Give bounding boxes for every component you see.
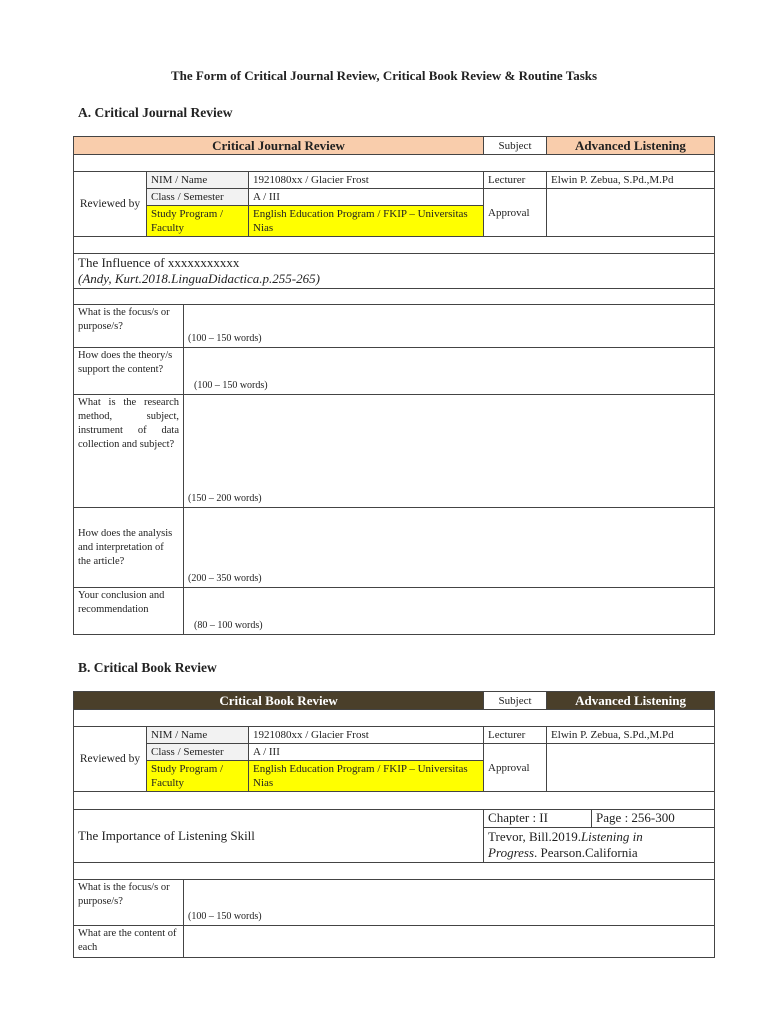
spacer-row bbox=[74, 289, 715, 305]
word-count bbox=[184, 926, 715, 958]
spacer-row bbox=[74, 863, 715, 880]
citation-title-part1: Listening in bbox=[580, 829, 643, 844]
journal-table-title: Critical Journal Review bbox=[74, 137, 484, 155]
lecturer-value: Elwin P. Zebua, S.Pd.,M.Pd bbox=[547, 172, 715, 189]
class-label: Class / Semester bbox=[147, 189, 249, 206]
class-value: A / III bbox=[249, 189, 484, 206]
program-value: English Education Program / FKIP – Universitas Nias bbox=[249, 206, 484, 237]
subject-value: Advanced Listening bbox=[547, 137, 715, 155]
approval-value bbox=[547, 744, 715, 792]
class-label: Class / Semester bbox=[147, 744, 249, 761]
chapter-cell: Chapter : II bbox=[484, 810, 592, 828]
article-citation: (Andy, Kurt.2018.LinguaDidactica.p.255-265) bbox=[78, 271, 320, 286]
reviewed-by-label: Reviewed by bbox=[74, 172, 147, 237]
article-info bbox=[74, 254, 715, 289]
book-citation bbox=[484, 828, 715, 863]
question-label: What are the content of each bbox=[74, 926, 184, 958]
lecturer-label: Lecturer bbox=[484, 172, 547, 189]
spacer-row bbox=[74, 792, 715, 810]
article-title: The Influence of xxxxxxxxxxx bbox=[78, 255, 240, 270]
word-count: (100 – 150 words) bbox=[184, 348, 715, 395]
section-a-heading: A. Critical Journal Review bbox=[78, 105, 233, 120]
question-label: What is the research method, subject, instrument of data collection and subject? bbox=[74, 395, 184, 508]
nim-label: NIM / Name bbox=[147, 727, 249, 744]
citation-title-part2: Progress bbox=[488, 845, 535, 860]
spacer-row bbox=[74, 710, 715, 727]
approval-label: Approval bbox=[484, 744, 547, 792]
question-label: What is the focus/s or purpose/s? bbox=[74, 305, 184, 348]
section-b-heading: B. Critical Book Review bbox=[78, 660, 217, 675]
question-label: What is the focus/s or purpose/s? bbox=[74, 880, 184, 926]
book-title: The Importance of Listening Skill bbox=[74, 810, 484, 863]
journal-review-table bbox=[73, 136, 715, 635]
class-value: A / III bbox=[249, 744, 484, 761]
word-count: (100 – 150 words) bbox=[184, 305, 715, 348]
lecturer-value: Elwin P. Zebua, S.Pd.,M.Pd bbox=[547, 727, 715, 744]
nim-label: NIM / Name bbox=[147, 172, 249, 189]
subject-value: Advanced Listening bbox=[547, 692, 715, 710]
approval-label: Approval bbox=[484, 189, 547, 237]
program-value: English Education Program / FKIP – Universitas Nias bbox=[249, 761, 484, 792]
citation-publisher: . Pearson.California bbox=[534, 845, 638, 860]
subject-label: Subject bbox=[484, 692, 547, 710]
spacer-row bbox=[74, 237, 715, 254]
lecturer-label: Lecturer bbox=[484, 727, 547, 744]
spacer-row bbox=[74, 155, 715, 172]
question-label: Your conclusion and recommendation bbox=[74, 588, 184, 635]
question-label: How does the theory/s support the content? bbox=[74, 348, 184, 395]
approval-value bbox=[547, 189, 715, 237]
subject-label: Subject bbox=[484, 137, 547, 155]
nim-value: 1921080xx / Glacier Frost bbox=[249, 727, 484, 744]
word-count: (150 – 200 words) bbox=[184, 395, 715, 508]
nim-value: 1921080xx / Glacier Frost bbox=[249, 172, 484, 189]
page-cell: Page : 256-300 bbox=[592, 810, 715, 828]
word-count: (80 – 100 words) bbox=[184, 588, 715, 635]
program-label: Study Program / Faculty bbox=[147, 206, 249, 237]
book-review-table bbox=[73, 691, 715, 958]
word-count: (100 – 150 words) bbox=[184, 880, 715, 926]
reviewed-by-label: Reviewed by bbox=[74, 727, 147, 792]
document-title: The Form of Critical Journal Review, Critical Book Review & Routine Tasks bbox=[170, 68, 598, 83]
citation-author: Trevor, Bill.2019. bbox=[488, 829, 581, 844]
question-label: How does the analysis and interpretation of the article? bbox=[74, 508, 184, 588]
book-table-title: Critical Book Review bbox=[74, 692, 484, 710]
word-count: (200 – 350 words) bbox=[184, 508, 715, 588]
program-label: Study Program / Faculty bbox=[147, 761, 249, 792]
